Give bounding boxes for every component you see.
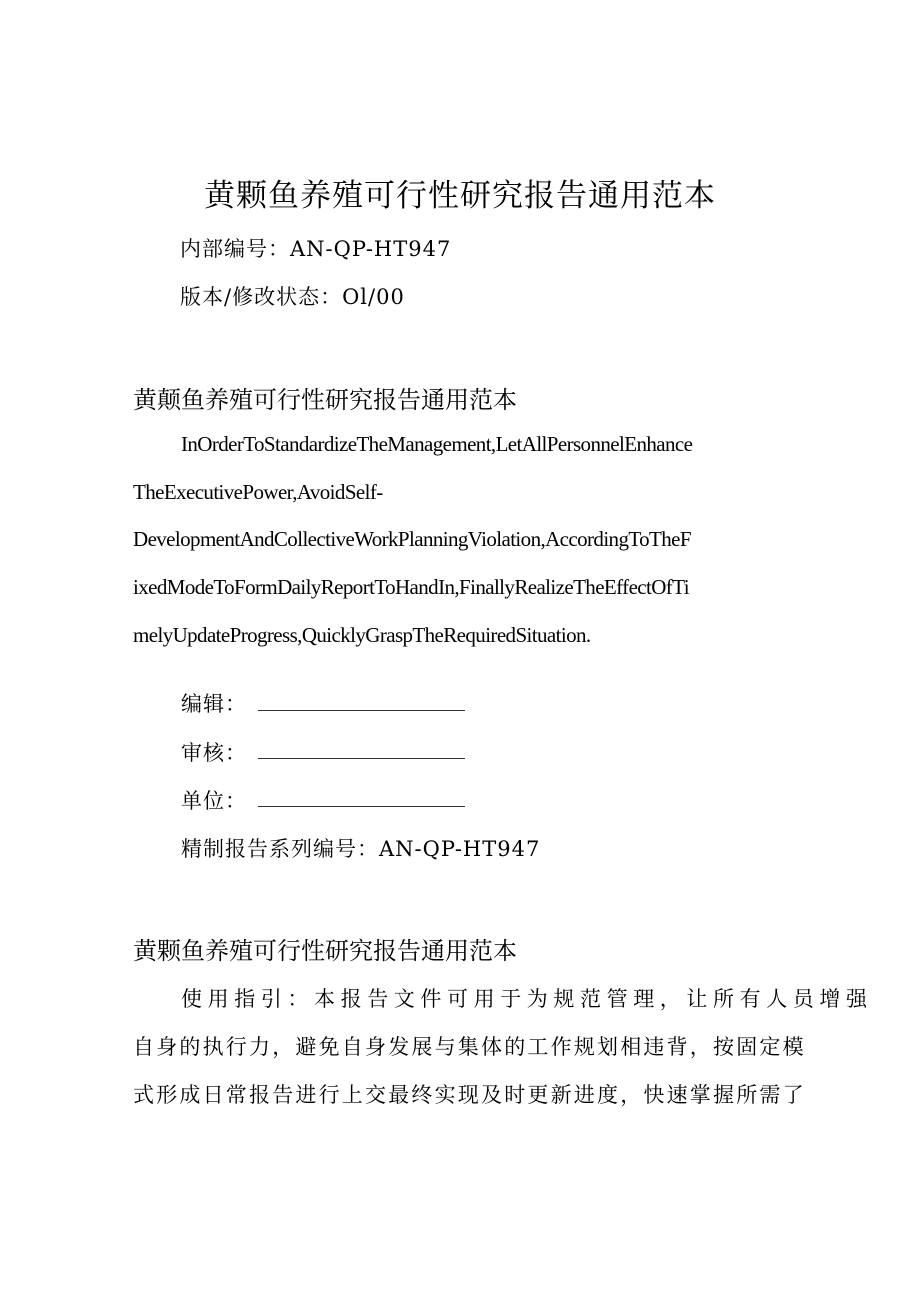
section1-heading: 黄颠鱼养殖可行性研究报告通用范本	[133, 386, 517, 414]
english-paragraph-line: ixedModeToFormDailyReportToHandIn,FinallyRealizeTheEffectOfTi	[133, 575, 689, 599]
serial-label: 精制报告系列编号：	[181, 837, 379, 861]
english-paragraph-line: InOrderToStandardizeTheManagement,LetAllPersonnelEnhance	[181, 432, 693, 456]
english-paragraph-line: melyUpdateProgress,QuicklyGraspTheRequiredSituation.	[133, 623, 591, 647]
section2-heading: 黄颗鱼养殖可行性研究报告通用范本	[133, 937, 517, 965]
english-paragraph-line: TheExecutivePower,AvoidSelf-	[133, 480, 383, 504]
serial-line	[181, 833, 540, 863]
serial-value: AN-QP-HT947	[379, 837, 541, 861]
internal-code-value: AN-QP-HT947	[290, 237, 452, 261]
version-line	[180, 281, 405, 311]
english-paragraph-line: DevelopmentAndCollectiveWorkPlanningViolation,AccordingToTheF	[133, 527, 691, 551]
reviewer-label: 审核：	[181, 741, 247, 765]
internal-code-line	[180, 233, 451, 263]
guide-paragraph-line: 使用指引：本报告文件可用于为规范管理，让所有人员增强	[181, 987, 873, 1011]
document-title: 黄颗鱼养殖可行性研究报告通用范本	[204, 178, 716, 214]
version-value: Ol/00	[342, 285, 405, 309]
editor-label: 编辑：	[181, 692, 247, 716]
unit-label: 单位：	[181, 789, 247, 813]
reviewer-blank-line[interactable]	[258, 758, 465, 759]
internal-code-label: 内部编号：	[180, 237, 290, 261]
unit-blank-line[interactable]	[258, 806, 465, 807]
guide-paragraph-line: 自身的执行力，避免自身发展与集体的工作规划相违背，按固定模	[133, 1035, 806, 1059]
guide-paragraph-line: 式形成日常报告进行上交最终实现及时更新进度，快速掌握所需了	[133, 1083, 806, 1107]
version-label: 版本/修改状态：	[180, 285, 343, 309]
editor-blank-line[interactable]	[258, 710, 465, 711]
